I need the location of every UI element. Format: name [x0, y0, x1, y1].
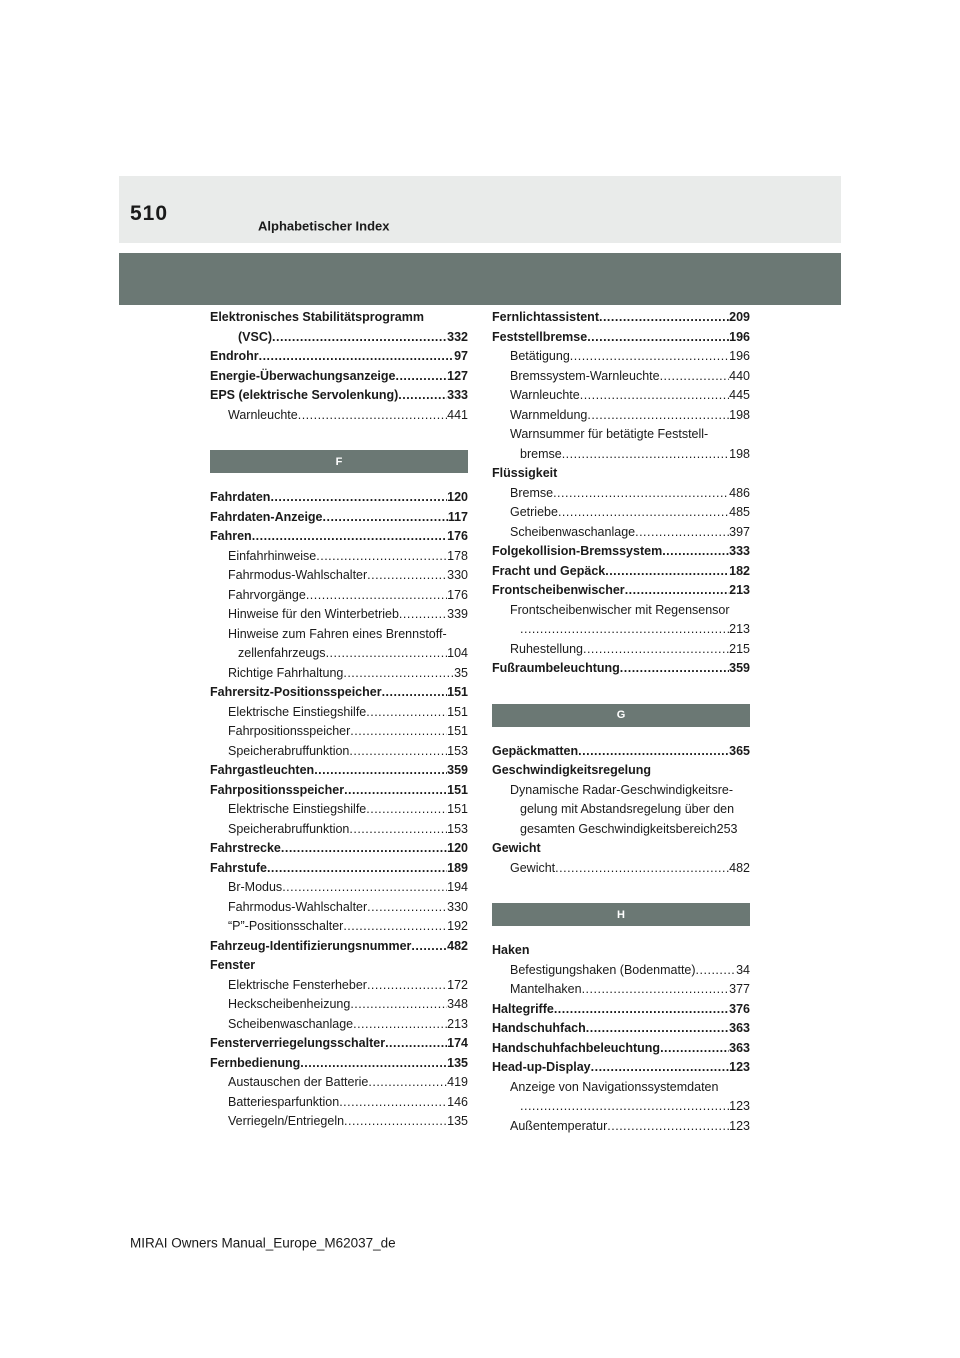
index-entry	[492, 601, 750, 621]
index-entry-label: EPS (elektrische Servolenkung)	[210, 388, 399, 402]
index-entry-label: gelung mit Abstandsregelung über den	[520, 802, 735, 816]
index-entry-page[interactable]: 359	[729, 661, 750, 675]
index-entry	[210, 664, 468, 684]
header-dark-band	[119, 253, 841, 305]
dot-leader	[586, 1019, 729, 1039]
index-entry-page[interactable]: 123	[729, 1099, 750, 1113]
dot-leader	[587, 328, 729, 348]
index-entry-label: Anzeige von Navigationssystemdaten	[510, 1079, 719, 1094]
index-entry-page[interactable]: 97	[454, 349, 468, 363]
index-entry-label: Frontscheibenwischer mit Regensensor	[510, 602, 730, 617]
dot-leader	[259, 347, 454, 367]
index-entry-page[interactable]: 120	[447, 841, 468, 855]
index-entry-page[interactable]: 146	[447, 1094, 468, 1109]
dot-leader	[367, 898, 447, 918]
index-entry-page[interactable]: 359	[447, 763, 468, 777]
index-entry	[492, 308, 750, 328]
dot-leader	[349, 742, 447, 762]
index-entry-page[interactable]: 135	[447, 1114, 468, 1128]
index-entry	[210, 976, 468, 996]
index-entry-label: gesamten Geschwindigkeitsbereich253	[520, 821, 738, 836]
index-entry-label: Fahrpositionsspeicher	[210, 782, 345, 797]
index-entry-label: Bremse	[510, 485, 554, 500]
index-entry-page[interactable]: 377	[729, 982, 750, 996]
index-entry	[210, 995, 468, 1015]
index-entry-label: Hinweise zum Fahren eines Brennstoff-	[228, 626, 447, 641]
index-entry-label: “P”-Positionsschalter	[228, 919, 344, 933]
index-entry-label: Elektronisches Stabilitätsprogramm	[210, 310, 424, 324]
index-entry-page[interactable]: 176	[447, 587, 468, 602]
index-entry-page[interactable]: 339	[447, 607, 468, 621]
index-entry-label: Br-Modus	[228, 880, 283, 894]
index-entry	[210, 347, 468, 367]
index-entry-page[interactable]: 482	[447, 938, 468, 953]
index-entry	[492, 347, 750, 367]
index-entry-label: Haltegriffe	[492, 1001, 554, 1016]
dot-leader	[267, 859, 447, 879]
index-entry-page[interactable]: 151	[447, 724, 468, 738]
index-entry-label: Außentemperatur	[510, 1118, 608, 1133]
index-entry-page[interactable]: 365	[729, 743, 750, 758]
index-entry-page[interactable]: 213	[447, 1016, 468, 1031]
dot-leader	[562, 445, 729, 465]
index-entry-label: Scheibenwaschanlage	[228, 1016, 354, 1031]
index-entry-page[interactable]: 363	[729, 1040, 750, 1055]
index-entry-label: Elektrische Einstiegshilfe	[228, 704, 367, 719]
index-entry	[210, 839, 468, 859]
dot-leader	[696, 961, 737, 981]
index-block-g	[492, 742, 750, 879]
index-entry	[492, 761, 750, 781]
dot-leader	[520, 1097, 729, 1117]
index-entry-page[interactable]: 135	[447, 1055, 468, 1070]
index-entry-label: Fernlichtassistent	[492, 310, 599, 324]
index-entry-label: Fahrgastleuchten	[210, 763, 315, 777]
index-entry-page[interactable]: 196	[729, 329, 750, 344]
dot-leader	[282, 878, 447, 898]
dot-leader	[367, 566, 447, 586]
index-entry-label: Einfahrhinweise	[228, 548, 317, 563]
index-entry-label: Haken	[492, 943, 530, 957]
index-entry	[210, 683, 468, 703]
index-entry	[210, 406, 468, 426]
index-entry-label: Befestigungshaken (Bodenmatte)	[510, 962, 696, 977]
index-entry-page[interactable]: 445	[729, 388, 750, 402]
index-entry	[210, 722, 468, 742]
index-entry	[492, 581, 750, 601]
index-entry	[492, 941, 750, 961]
dot-leader	[554, 1000, 729, 1020]
index-entry-page[interactable]: 172	[447, 977, 468, 992]
index-entry	[210, 800, 468, 820]
index-entry-page[interactable]: 441	[447, 407, 468, 422]
dot-leader	[316, 547, 447, 567]
index-entry-label: Speicherabruffunktion	[228, 821, 350, 836]
index-entry-page[interactable]: 117	[447, 509, 468, 524]
dot-leader	[625, 581, 729, 601]
index-entry-page[interactable]: 182	[729, 563, 750, 578]
dot-leader	[382, 683, 448, 703]
index-entry	[210, 527, 468, 547]
index-entry-label: Endrohr	[210, 349, 259, 363]
index-entry-page[interactable]: 330	[447, 568, 468, 582]
dot-leader	[343, 917, 447, 937]
index-entry	[210, 859, 468, 879]
index-entry-page[interactable]: 151	[447, 685, 468, 699]
index-entry	[492, 523, 750, 543]
index-entry	[210, 625, 468, 645]
index-entry-page[interactable]: 397	[729, 524, 750, 539]
dot-leader	[582, 980, 730, 1000]
index-entry-label: Fahrvorgänge	[228, 587, 306, 602]
index-entry-page[interactable]: 151	[447, 704, 468, 719]
index-entry-label: Fußraumbeleuchtung	[492, 661, 620, 675]
index-entry-label: Batteriesparfunktion	[228, 1094, 340, 1109]
index-entry-page[interactable]: 104	[447, 646, 468, 660]
dot-leader	[385, 1034, 447, 1054]
dot-leader	[350, 995, 447, 1015]
index-entry-page[interactable]: 123	[729, 1118, 750, 1133]
dot-leader	[366, 800, 447, 820]
index-entry-page[interactable]: 332	[447, 329, 468, 344]
index-entry-page[interactable]: 35	[454, 665, 468, 680]
index-entry-label: Betätigung	[510, 349, 570, 363]
page-number: 510	[130, 202, 169, 225]
dot-leader	[395, 367, 447, 387]
index-entry	[492, 542, 750, 562]
index-entry	[210, 508, 468, 528]
index-entry-page[interactable]: 333	[447, 388, 468, 402]
dot-leader	[591, 1058, 730, 1078]
index-entry-label: Fahrdaten-Anzeige	[210, 509, 323, 524]
dot-leader	[344, 781, 447, 801]
index-entry-label: Getriebe	[510, 505, 558, 519]
index-entry	[492, 464, 750, 484]
index-entry-label: Warnleuchte	[228, 407, 298, 422]
index-block-e	[210, 308, 468, 425]
index-entry-page[interactable]: 127	[447, 368, 468, 383]
index-entry	[492, 484, 750, 504]
index-entry-page[interactable]: 153	[447, 743, 468, 758]
dot-leader	[339, 1093, 447, 1113]
index-entry	[492, 367, 750, 387]
index-block-f-continued	[492, 308, 750, 679]
index-entry-label: Fenster	[210, 958, 256, 972]
index-entry	[492, 742, 750, 762]
index-entry	[210, 761, 468, 781]
index-entry	[210, 1015, 468, 1035]
index-entry-label: Fahren	[210, 529, 252, 543]
index-entry-label: bremse	[520, 446, 562, 461]
dot-leader	[298, 406, 447, 426]
index-entry-label: Folgekollision-Bremssystem	[492, 544, 663, 558]
index-entry-page[interactable]: 482	[729, 860, 750, 875]
index-entry-label: Gewicht	[510, 860, 556, 875]
dot-leader	[314, 761, 447, 781]
dot-leader	[660, 1039, 729, 1059]
index-entry	[492, 445, 750, 465]
index-entry-label: Speicherabruffunktion	[228, 743, 350, 758]
index-entry-label: Warnleuchte	[510, 388, 580, 402]
index-entry-label: Heckscheibenheizung	[228, 997, 351, 1011]
index-entry	[210, 898, 468, 918]
index-entry-label: Gepäckmatten	[492, 743, 579, 758]
section-title: Alphabetischer Index	[258, 218, 390, 234]
index-entry	[492, 503, 750, 523]
index-entry	[492, 562, 750, 582]
index-entry-page[interactable]: 209	[729, 310, 750, 324]
index-entry-page[interactable]: 348	[447, 997, 468, 1011]
index-entry-page[interactable]: 363	[729, 1021, 750, 1035]
dot-leader	[583, 640, 729, 660]
index-entry	[210, 917, 468, 937]
index-entry-page[interactable]: 151	[447, 802, 468, 816]
index-entry-label: Ruhestellung	[510, 641, 583, 656]
index-entry	[210, 1054, 468, 1074]
dot-leader	[350, 722, 447, 742]
index-entry-label: Fahrersitz-Positionsspeicher	[210, 685, 382, 699]
index-entry	[492, 1039, 750, 1059]
index-block-h	[492, 941, 750, 1136]
index-entry	[492, 1058, 750, 1078]
index-column-left	[210, 308, 468, 1132]
dot-leader	[605, 562, 729, 582]
dot-leader	[398, 386, 447, 406]
index-entry-page[interactable]: 198	[729, 446, 750, 461]
dot-leader	[399, 605, 447, 625]
dot-leader	[367, 976, 447, 996]
index-entry	[492, 425, 750, 445]
index-entry-label: Energie-Überwachungsanzeige	[210, 368, 396, 383]
index-entry-page[interactable]: 194	[447, 880, 468, 894]
index-entry-page[interactable]: 153	[447, 821, 468, 836]
index-entry-label: Frontscheibenwischer	[492, 583, 625, 597]
index-entry	[210, 644, 468, 664]
index-entry-page[interactable]: 333	[729, 544, 750, 558]
index-entry-label: Handschuhfach	[492, 1021, 586, 1035]
letter-divider-f: F	[210, 450, 468, 473]
index-entry-page[interactable]: 215	[729, 641, 750, 656]
index-entry-label: Scheibenwaschanlage	[510, 524, 636, 539]
index-entry-label: Fahrdaten	[210, 490, 271, 504]
index-entry	[210, 488, 468, 508]
dot-leader	[281, 839, 447, 859]
index-entry-label: Elektrische Einstiegshilfe	[228, 802, 367, 816]
index-entry	[210, 820, 468, 840]
index-entry-label: Dynamische Radar-Geschwindigkeitsre-	[510, 782, 733, 797]
dot-leader	[599, 308, 729, 328]
index-entry-label: Verriegeln/Entriegeln	[228, 1114, 345, 1128]
index-entry-label: Handschuhfachbeleuchtung	[492, 1040, 661, 1055]
dot-leader	[555, 859, 729, 879]
index-entry	[210, 937, 468, 957]
index-entry-label: Flüssigkeit	[492, 466, 558, 480]
dot-leader	[270, 488, 447, 508]
index-entry-page[interactable]: 151	[447, 782, 468, 797]
footer-manual-id: MIRAI Owners Manual_Europe_M62037_de	[130, 1235, 396, 1251]
index-entry-page[interactable]: 123	[729, 1060, 750, 1074]
index-entry	[492, 620, 750, 640]
index-entry-page[interactable]: 485	[729, 505, 750, 519]
index-entry	[210, 956, 468, 976]
index-entry	[492, 659, 750, 679]
index-entry-label: Hinweise für den Winterbetrieb	[228, 607, 399, 621]
index-entry-page[interactable]: 419	[447, 1075, 468, 1089]
letter-divider-g: G	[492, 704, 750, 727]
index-entry-label: Fahrstufe	[210, 860, 267, 875]
dot-leader	[587, 406, 729, 426]
dot-leader	[323, 508, 448, 528]
index-entry	[492, 961, 750, 981]
index-entry-label: Fahrstrecke	[210, 841, 281, 855]
index-entry	[210, 1073, 468, 1093]
index-entry	[210, 547, 468, 567]
index-entry	[210, 367, 468, 387]
dot-leader	[580, 386, 729, 406]
index-entry-page[interactable]: 198	[729, 407, 750, 422]
index-entry-page[interactable]: 178	[447, 548, 468, 563]
dot-leader	[558, 503, 729, 523]
index-entry	[210, 781, 468, 801]
index-entry	[492, 1000, 750, 1020]
index-entry-label: Fahrzeug-Identifizierungsnummer	[210, 938, 412, 953]
dot-leader	[520, 620, 729, 640]
index-entry-page[interactable]: 34	[736, 962, 750, 977]
index-entry	[492, 980, 750, 1000]
index-entry	[210, 1093, 468, 1113]
index-entry-page[interactable]: 174	[447, 1036, 468, 1050]
index-entry-label: (VSC)	[238, 329, 273, 344]
index-entry-page[interactable]: 440	[729, 368, 750, 383]
dot-leader	[306, 586, 447, 606]
dot-leader	[578, 742, 729, 762]
index-entry	[492, 1019, 750, 1039]
index-entry-page[interactable]: 192	[447, 919, 468, 933]
dot-leader	[353, 1015, 447, 1035]
index-entry-page[interactable]: 196	[729, 349, 750, 363]
index-entry-label: Richtige Fahrhaltung	[228, 665, 344, 680]
dot-leader	[300, 1054, 447, 1074]
index-entry-label: Fahrmodus-Wahlschalter	[228, 568, 368, 582]
index-entry-page[interactable]: 189	[447, 860, 468, 875]
dot-leader	[411, 937, 447, 957]
header-band	[119, 176, 841, 243]
dot-leader	[607, 1117, 729, 1137]
index-entry	[210, 703, 468, 723]
index-entry-label: Mantelhaken	[510, 982, 582, 996]
index-entry-page[interactable]: 330	[447, 899, 468, 914]
index-entry-page[interactable]: 376	[729, 1001, 750, 1016]
index-entry-page[interactable]: 120	[447, 490, 468, 504]
index-entry	[492, 1097, 750, 1117]
index-entry-label: Fensterverriegelungsschalter	[210, 1036, 386, 1050]
index-entry-label: Austauschen der Batterie	[228, 1075, 369, 1089]
index-entry	[492, 640, 750, 660]
index-entry-label: Fracht und Gepäck	[492, 563, 606, 578]
index-entry-label: Feststellbremse	[492, 329, 588, 344]
index-entry	[210, 566, 468, 586]
dot-leader	[620, 659, 729, 679]
index-entry-label: Bremssystem-Warnleuchte	[510, 368, 660, 383]
dot-leader	[349, 820, 447, 840]
index-entry	[492, 859, 750, 879]
index-entry-label: Fahrmodus-Wahlschalter	[228, 899, 368, 914]
index-entry-page[interactable]: 176	[447, 529, 468, 543]
index-entry	[492, 1117, 750, 1137]
index-entry	[210, 1112, 468, 1132]
index-entry-label: Elektrische Fensterheber	[228, 977, 367, 992]
index-entry	[492, 386, 750, 406]
index-entry-label: zellenfahrzeugs	[238, 646, 326, 660]
index-entry	[210, 308, 468, 328]
dot-leader	[570, 347, 729, 367]
dot-leader	[553, 484, 729, 504]
index-entry	[210, 386, 468, 406]
index-entry	[492, 800, 750, 820]
index-entry-page[interactable]: 213	[729, 622, 750, 636]
index-block-f	[210, 488, 468, 1132]
dot-leader	[366, 703, 447, 723]
index-entry	[492, 781, 750, 801]
index-entry	[210, 878, 468, 898]
index-entry-label: Geschwindigkeitsregelung	[492, 763, 652, 777]
dot-leader	[252, 527, 447, 547]
index-entry	[210, 742, 468, 762]
index-entry	[492, 328, 750, 348]
dot-leader	[326, 644, 448, 664]
index-entry	[210, 328, 468, 348]
index-column-right	[492, 308, 750, 1136]
index-entry	[492, 1078, 750, 1098]
letter-divider-h: H	[492, 903, 750, 926]
index-entry-label: Head-up-Display	[492, 1060, 591, 1074]
dot-leader	[272, 328, 447, 348]
dot-leader	[635, 523, 729, 543]
index-entry-label: Warnmeldung	[510, 407, 588, 422]
dot-leader	[368, 1073, 447, 1093]
index-entry	[210, 605, 468, 625]
dot-leader	[662, 542, 729, 562]
index-entry	[210, 586, 468, 606]
index-entry-label: Fahrpositionsspeicher	[228, 724, 351, 738]
index-entry-label: Fernbedienung	[210, 1055, 301, 1070]
index-entry-label: Warnsummer für betätigte Feststell-	[510, 427, 709, 441]
index-entry-page[interactable]: 213	[729, 583, 750, 597]
index-entry	[492, 839, 750, 859]
index-entry-label: Gewicht	[492, 841, 541, 855]
dot-leader	[344, 1112, 447, 1132]
dot-leader	[660, 367, 730, 387]
index-entry	[492, 406, 750, 426]
dot-leader	[343, 664, 454, 684]
index-entry	[210, 1034, 468, 1054]
index-entry	[492, 820, 750, 840]
index-entry-page[interactable]: 486	[729, 485, 750, 500]
